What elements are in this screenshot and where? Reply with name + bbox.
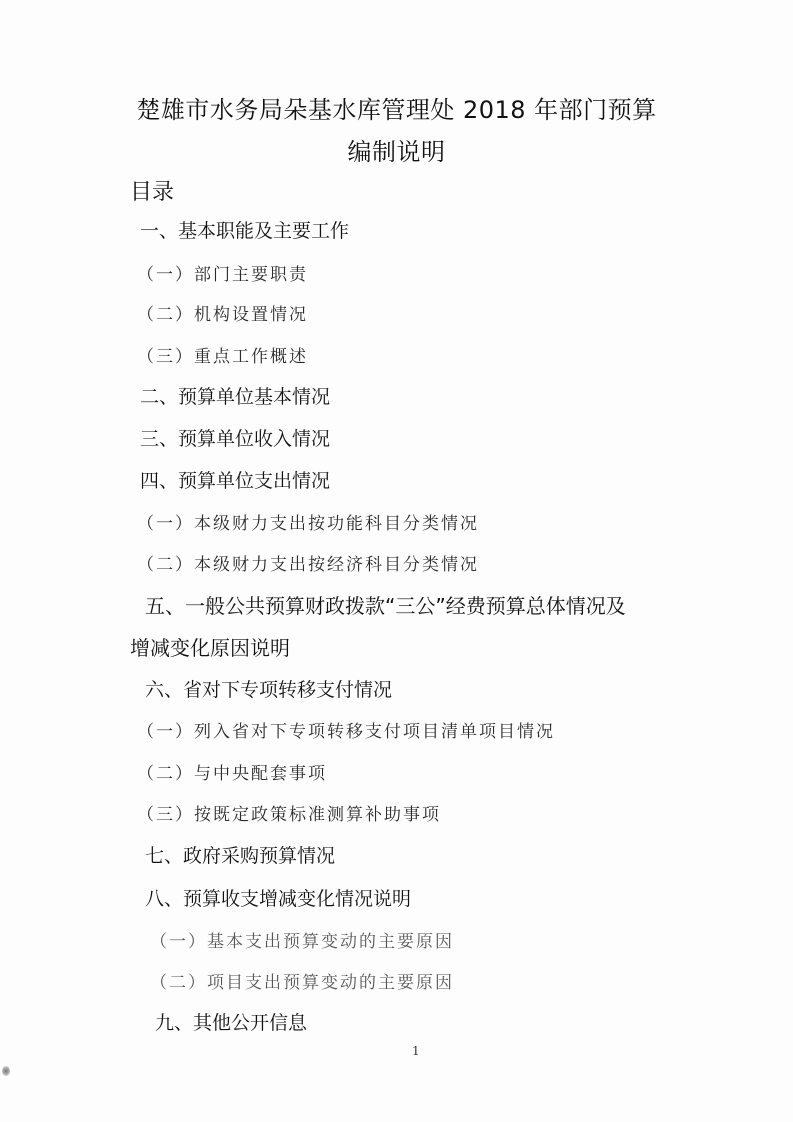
toc-subsection-1-1: （一）部门主要职责	[137, 265, 308, 285]
toc-section-8: 八、预算收支增减变化情况说明	[145, 888, 412, 910]
page-number: 1	[412, 1044, 420, 1058]
toc-subsection-1-3: （三）重点工作概述	[137, 347, 308, 367]
toc-section-2: 二、预算单位基本情况	[140, 386, 331, 408]
toc-section-4: 四、预算单位支出情况	[140, 470, 331, 492]
document-title: 楚雄市水务局朵基水库管理处 2018 年部门预算	[136, 96, 657, 124]
scan-mark	[2, 1066, 10, 1076]
toc-subsection-6-3: （三）按既定政策标准测算补助事项	[137, 805, 441, 825]
toc-section-6: 六、省对下专项转移支付情况	[145, 679, 393, 701]
toc-subsection-8-2: （二）项目支出预算变动的主要原因	[150, 973, 454, 993]
toc-subsection-1-2: （二）机构设置情况	[137, 305, 308, 325]
toc-section-5-continued: 增减变化原因说明	[130, 636, 290, 660]
toc-section-9: 九、其他公开信息	[155, 1012, 308, 1034]
toc-section-1: 一、基本职能及主要工作	[140, 220, 350, 242]
toc-section-7: 七、政府采购预算情况	[145, 845, 336, 867]
toc-subsection-8-1: （一）基本支出预算变动的主要原因	[150, 932, 454, 952]
toc-subsection-4-2: （二）本级财力支出按经济科目分类情况	[137, 555, 479, 575]
toc-section-5: 五、一般公共预算财政拨款“三公”经费预算总体情况及	[145, 594, 626, 618]
toc-section-3: 三、预算单位收入情况	[140, 428, 331, 450]
document-subtitle: 编制说明	[347, 138, 446, 166]
toc-subsection-6-1: （一）列入省对下专项转移支付项目清单项目情况	[137, 722, 555, 742]
toc-heading: 目录	[130, 180, 175, 205]
toc-subsection-6-2: （二）与中央配套事项	[137, 764, 327, 784]
toc-subsection-4-1: （一）本级财力支出按功能科目分类情况	[137, 514, 479, 534]
